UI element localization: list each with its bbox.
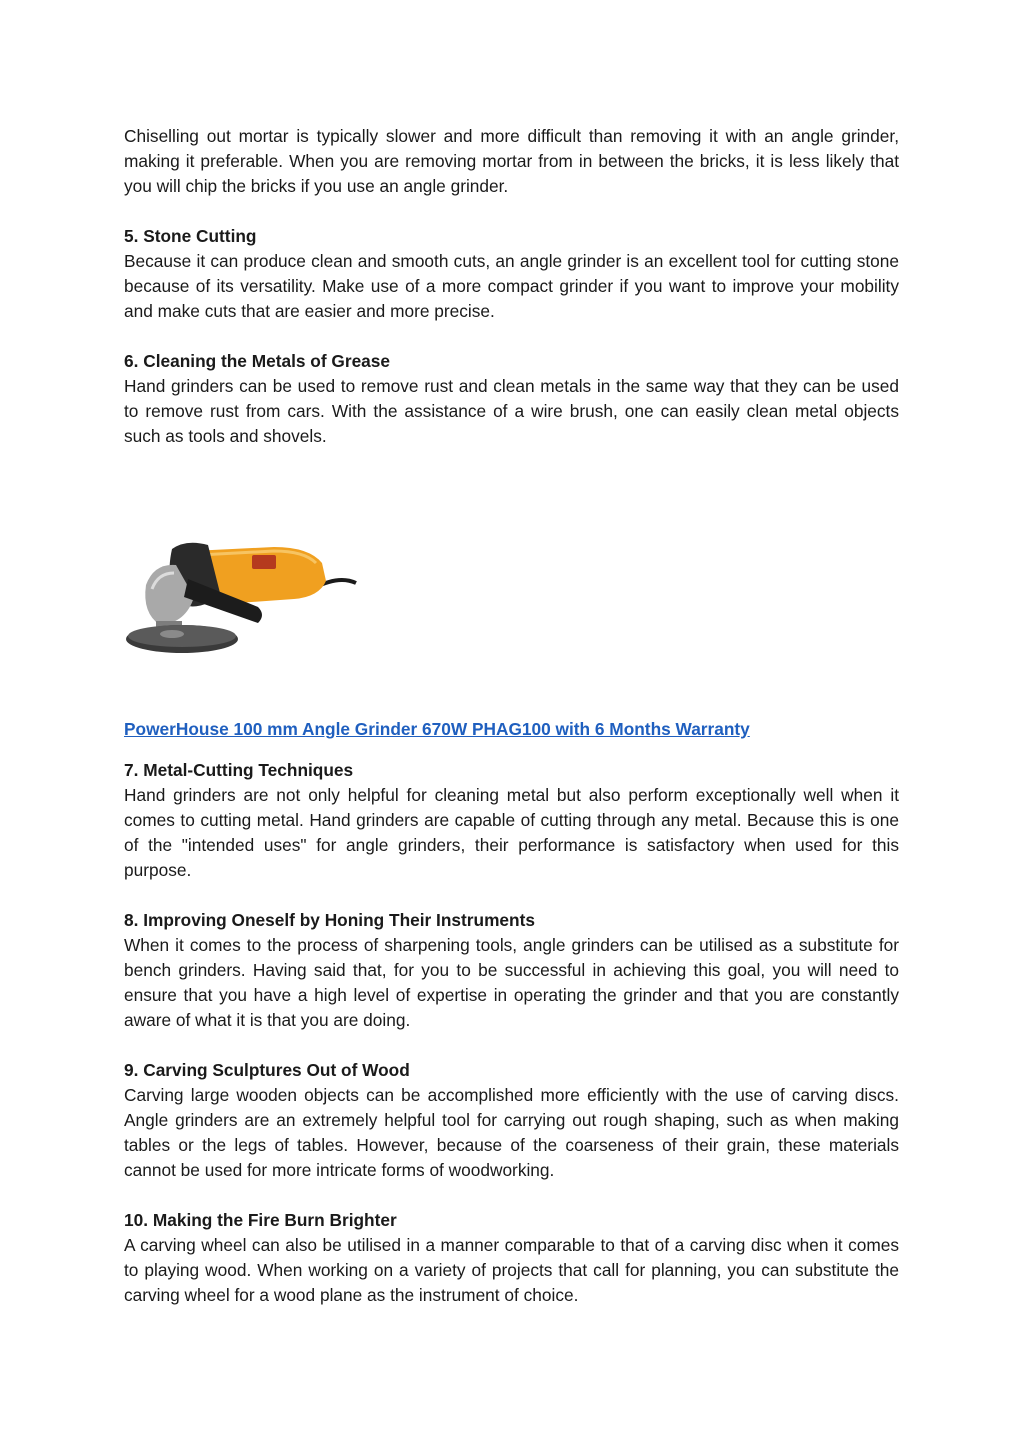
section-body-metal-cutting: Hand grinders are not only helpful for cleaning metal but also perform exceptionally well when it comes to cutting metal. Hand grinders are capable of cutting through any metal. Because this is one of the "intended uses" for angle grinders, their performance is satisfactory when used for this purpose. bbox=[124, 785, 899, 880]
intro-paragraph: Chiselling out mortar is typically slower and more difficult than removing it with an angle grinder, making it preferable. When you are removing mortar from in between the bricks, it is less likely that you will chip the bricks if you use an angle grinder. bbox=[124, 126, 899, 196]
spacer bbox=[124, 324, 899, 349]
spacer bbox=[124, 199, 899, 224]
section-heading-cleaning-metals: 6. Cleaning the Metals of Grease bbox=[124, 351, 391, 371]
section-body-fire: A carving wheel can also be utilised in a manner comparable to that of a carving disc when it comes to playing wood. When working on a variety of projects that call for planning, you can substitute the carving wheel for a wood plane as the instrument of choice. bbox=[124, 1235, 899, 1305]
section-heading-metal-cutting: 7. Metal-Cutting Techniques bbox=[124, 760, 354, 780]
section-body-stone-cutting: Because it can produce clean and smooth cuts, an angle grinder is an excellent tool for cutting stone because of its versatility. Make use of a more compact grinder if you want to improve your mobility and make cuts that are easier and more precise. bbox=[124, 251, 899, 321]
product-link-row bbox=[124, 717, 899, 742]
product-figure bbox=[124, 449, 899, 717]
document-page bbox=[124, 124, 899, 1308]
section-heading-honing: 8. Improving Oneself by Honing Their Instruments bbox=[124, 910, 535, 930]
section-heading-stone-cutting: 5. Stone Cutting bbox=[124, 226, 257, 246]
section-body-cleaning-metals: Hand grinders can be used to remove rust and clean metals in the same way that they can be used to remove rust from cars. With the assistance of a wire brush, one can easily clean metal objects such as tools and shovels. bbox=[124, 376, 899, 446]
spacer bbox=[124, 1033, 899, 1058]
section-heading-fire: 10. Making the Fire Burn Brighter bbox=[124, 1210, 397, 1230]
product-link[interactable]: PowerHouse 100 mm Angle Grinder 670W PHAG100 with 6 Months Warranty bbox=[124, 719, 750, 739]
section-heading-carving-wood: 9. Carving Sculptures Out of Wood bbox=[124, 1060, 410, 1080]
spacer bbox=[124, 1183, 899, 1208]
angle-grinder-image bbox=[124, 533, 359, 668]
section-body-honing: When it comes to the process of sharpening tools, angle grinders can be utilised as a substitute for bench grinders. Having said that, for you to be successful in achieving this goal, you will need to ensure that you have a high level of expertise in operating the grinder and that you are constantly aware of what it is that you are doing. bbox=[124, 935, 899, 1030]
spacer bbox=[124, 883, 899, 908]
section-body-carving-wood: Carving large wooden objects can be accomplished more efficiently with the use of carving discs. Angle grinders are an extremely helpful tool for carrying out rough shaping, such as when making tables or the legs of tables. However, because of the coarseness of their grain, these materials cannot be used for more intricate forms of woodworking. bbox=[124, 1085, 899, 1180]
